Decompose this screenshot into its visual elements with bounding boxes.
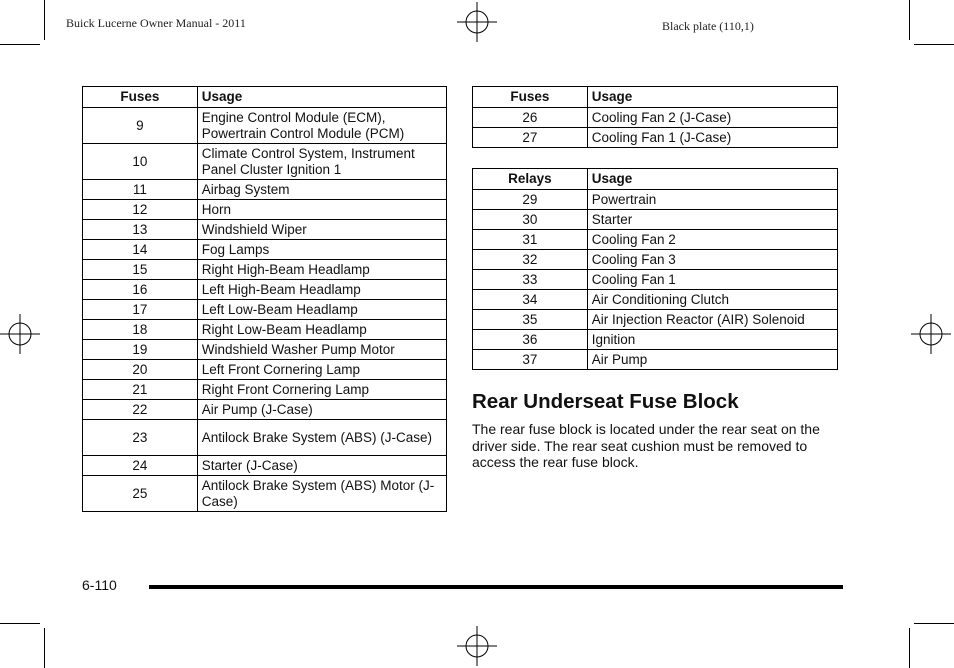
fuse-number: 16	[83, 280, 198, 300]
fuse-usage: Airbag System	[197, 180, 446, 200]
fuse-usage: Horn	[197, 200, 446, 220]
fuse-usage: Antilock Brake System (ABS) Motor (J-Case)	[197, 476, 446, 512]
relay-number: 33	[473, 270, 588, 290]
relay-number: 36	[473, 330, 588, 350]
relay-usage: Air Injection Reactor (AIR) Solenoid	[587, 310, 837, 330]
table-row	[83, 220, 447, 240]
table-row	[473, 270, 838, 290]
relay-usage: Cooling Fan 2	[587, 230, 837, 250]
fuse-usage: Air Pump (J-Case)	[197, 400, 446, 420]
fuse-number: 11	[83, 180, 198, 200]
fuse-number: 12	[83, 200, 198, 220]
footer-rule	[149, 585, 843, 589]
fuse-table-left	[82, 86, 447, 512]
table-row	[83, 300, 447, 320]
column-header-usage: Usage	[587, 87, 837, 108]
table-row	[83, 108, 447, 144]
relay-usage: Air Conditioning Clutch	[587, 290, 837, 310]
registration-mark-left	[0, 314, 40, 354]
fuse-number: 20	[83, 360, 198, 380]
fuse-table-right	[472, 86, 838, 148]
plate-label: Black plate (110,1)	[662, 19, 754, 33]
fuse-usage: Right Low-Beam Headlamp	[197, 320, 446, 340]
relay-number: 31	[473, 230, 588, 250]
table-row	[83, 476, 447, 512]
fuse-number: 19	[83, 340, 198, 360]
relay-usage: Powertrain	[587, 190, 837, 210]
column-header-relays: Relays	[473, 169, 588, 190]
registration-mark-right	[911, 314, 951, 354]
table-row	[473, 108, 838, 128]
fuse-number: 26	[473, 108, 588, 128]
fuse-usage: Windshield Washer Pump Motor	[197, 340, 446, 360]
table-row	[473, 230, 838, 250]
fuse-usage: Left Low-Beam Headlamp	[197, 300, 446, 320]
fuse-number: 18	[83, 320, 198, 340]
fuse-number: 13	[83, 220, 198, 240]
section-body: The rear fuse block is located under the rear seat on the driver side. The rear seat cushion must be removed to access the rear fuse block.	[472, 421, 820, 470]
fuse-usage: Cooling Fan 2 (J-Case)	[587, 108, 837, 128]
fuse-number: 25	[83, 476, 198, 512]
fuse-number: 15	[83, 260, 198, 280]
relay-number: 30	[473, 210, 588, 230]
table-row	[83, 240, 447, 260]
fuse-usage: Antilock Brake System (ABS) (J-Case)	[197, 420, 446, 456]
table-row	[473, 128, 838, 148]
fuse-usage: Right Front Cornering Lamp	[197, 380, 446, 400]
table-header-row	[83, 87, 447, 108]
table-row	[473, 350, 838, 370]
table-header-row	[473, 87, 838, 108]
relay-number: 34	[473, 290, 588, 310]
fuse-usage: Right High-Beam Headlamp	[197, 260, 446, 280]
fuse-usage: Left High-Beam Headlamp	[197, 280, 446, 300]
relay-usage: Cooling Fan 3	[587, 250, 837, 270]
column-header-usage: Usage	[197, 87, 446, 108]
relay-number: 35	[473, 310, 588, 330]
relay-number: 37	[473, 350, 588, 370]
fuse-number: 14	[83, 240, 198, 260]
table-row	[473, 210, 838, 230]
fuse-number: 23	[83, 420, 198, 456]
relay-table	[472, 168, 838, 370]
table-row	[473, 190, 838, 210]
fuse-usage: Left Front Cornering Lamp	[197, 360, 446, 380]
fuse-number: 22	[83, 400, 198, 420]
fuse-usage: Climate Control System, Instrument Panel Cluster Ignition 1	[197, 144, 446, 180]
table-row	[83, 400, 447, 420]
section-heading: Rear Underseat Fuse Block	[472, 390, 739, 413]
table-row	[473, 330, 838, 350]
table-row	[83, 340, 447, 360]
fuse-number: 10	[83, 144, 198, 180]
table-row	[83, 420, 447, 456]
fuse-usage: Fog Lamps	[197, 240, 446, 260]
table-row	[83, 380, 447, 400]
fuse-number: 24	[83, 456, 198, 476]
fuse-number: 9	[83, 108, 198, 144]
registration-mark-top	[457, 2, 497, 42]
table-row	[473, 290, 838, 310]
table-row	[83, 280, 447, 300]
relay-usage: Starter	[587, 210, 837, 230]
column-header-usage: Usage	[587, 169, 837, 190]
table-row	[83, 200, 447, 220]
relay-usage: Ignition	[587, 330, 837, 350]
table-row	[83, 456, 447, 476]
table-row	[83, 360, 447, 380]
column-header-fuses: Fuses	[83, 87, 198, 108]
fuse-number: 17	[83, 300, 198, 320]
table-row	[473, 250, 838, 270]
fuse-usage: Windshield Wiper	[197, 220, 446, 240]
fuse-usage: Cooling Fan 1 (J-Case)	[587, 128, 837, 148]
table-header-row	[473, 169, 838, 190]
table-row	[83, 260, 447, 280]
fuse-number: 27	[473, 128, 588, 148]
table-row	[83, 180, 447, 200]
registration-mark-bottom	[457, 626, 497, 666]
table-row	[473, 310, 838, 330]
manual-title: Buick Lucerne Owner Manual - 2011	[66, 16, 246, 30]
fuse-usage: Starter (J-Case)	[197, 456, 446, 476]
relay-number: 29	[473, 190, 588, 210]
relay-usage: Cooling Fan 1	[587, 270, 837, 290]
relay-number: 32	[473, 250, 588, 270]
page-number: 6-110	[82, 577, 117, 593]
relay-usage: Air Pump	[587, 350, 837, 370]
table-row	[83, 320, 447, 340]
fuse-number: 21	[83, 380, 198, 400]
column-header-fuses: Fuses	[473, 87, 588, 108]
table-row	[83, 144, 447, 180]
fuse-usage: Engine Control Module (ECM), Powertrain Control Module (PCM)	[197, 108, 446, 144]
